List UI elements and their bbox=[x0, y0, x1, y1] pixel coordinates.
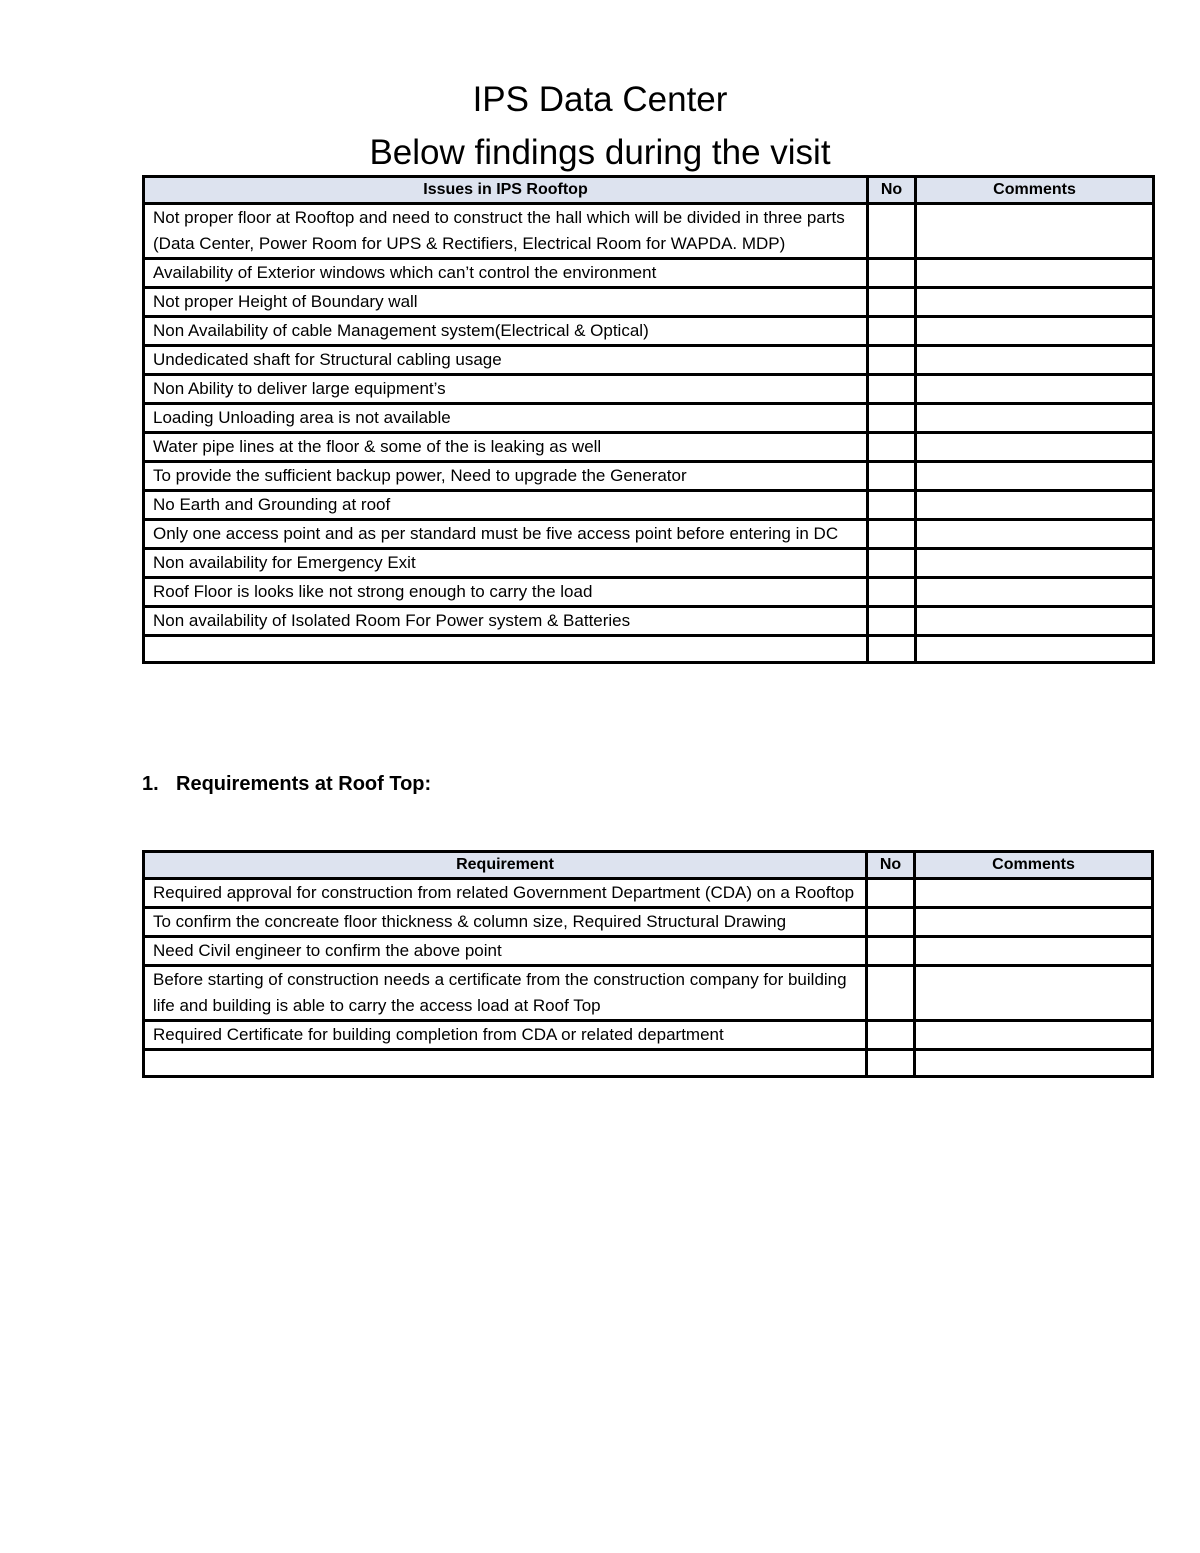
requirement-row-no bbox=[867, 879, 915, 908]
issue-row bbox=[144, 520, 1154, 549]
section-number: 1. bbox=[142, 773, 159, 795]
issue-row-no bbox=[868, 578, 916, 607]
issue-row-text: Undedicated shaft for Structural cabling usage bbox=[144, 346, 868, 375]
issue-row bbox=[144, 462, 1154, 491]
issues-header-comments: Comments bbox=[916, 177, 1154, 204]
issue-row-text: Availability of Exterior windows which can’t control the environment bbox=[144, 259, 868, 288]
issues-table-body bbox=[144, 204, 1154, 663]
section-title: Requirements at Roof Top: bbox=[176, 773, 432, 795]
issue-row-text: Roof Floor is looks like not strong enough to carry the load bbox=[144, 578, 868, 607]
requirements-table-body bbox=[144, 879, 1153, 1077]
issue-row bbox=[144, 375, 1154, 404]
issue-row bbox=[144, 491, 1154, 520]
issue-row-comments bbox=[916, 433, 1154, 462]
issue-row-comments bbox=[916, 578, 1154, 607]
issue-row-comments bbox=[916, 491, 1154, 520]
issue-row-comments bbox=[916, 520, 1154, 549]
issue-row bbox=[144, 433, 1154, 462]
issue-row-text: To provide the sufficient backup power, Need to upgrade the Generator bbox=[144, 462, 868, 491]
requirement-row-text: Before starting of construction needs a certificate from the construction company for building life and building is able to carry the access load at Roof Top bbox=[144, 966, 867, 1021]
issue-row-comments bbox=[916, 259, 1154, 288]
issue-row-text: Only one access point and as per standard must be five access point before entering in DC bbox=[144, 520, 868, 549]
empty-cell bbox=[868, 636, 916, 663]
issue-row bbox=[144, 288, 1154, 317]
issue-row-text: Non Ability to deliver large equipment’s bbox=[144, 375, 868, 404]
requirement-row-blank bbox=[144, 1050, 1153, 1077]
requirement-row-comments bbox=[915, 966, 1153, 1021]
requirement-row-text: Need Civil engineer to confirm the above point bbox=[144, 937, 867, 966]
page-subtitle: Below findings during the visit bbox=[369, 133, 831, 172]
issue-row bbox=[144, 259, 1154, 288]
empty-cell bbox=[144, 1050, 867, 1077]
issue-row-text: Non availability for Emergency Exit bbox=[144, 549, 868, 578]
issue-row-comments bbox=[916, 404, 1154, 433]
issue-row-text: Not proper Height of Boundary wall bbox=[144, 288, 868, 317]
issue-row bbox=[144, 578, 1154, 607]
issue-row-comments bbox=[916, 204, 1154, 259]
issue-row-text: Non Availability of cable Management system(Electrical & Optical) bbox=[144, 317, 868, 346]
issue-row-no bbox=[868, 520, 916, 549]
requirement-row bbox=[144, 879, 1153, 908]
issue-row-no bbox=[868, 375, 916, 404]
issue-row-blank bbox=[144, 636, 1154, 663]
requirements-header-row bbox=[144, 852, 1153, 879]
issue-row bbox=[144, 607, 1154, 636]
empty-cell bbox=[867, 1050, 915, 1077]
issue-row-no bbox=[868, 346, 916, 375]
issue-row-text: Not proper floor at Rooftop and need to construct the hall which will be divided in three parts (Data Center, Power Room for UPS & Rectifiers, Electrical Room for WAPDA. MDP) bbox=[144, 204, 868, 259]
requirement-row-no bbox=[867, 937, 915, 966]
issue-row-no bbox=[868, 259, 916, 288]
empty-cell bbox=[916, 636, 1154, 663]
issue-row-no bbox=[868, 549, 916, 578]
requirement-row-text: Required Certificate for building completion from CDA or related department bbox=[144, 1021, 867, 1050]
requirement-row bbox=[144, 908, 1153, 937]
requirements-header-comments: Comments bbox=[915, 852, 1153, 879]
requirement-row bbox=[144, 937, 1153, 966]
issue-row-text: Water pipe lines at the floor & some of the is leaking as well bbox=[144, 433, 868, 462]
issue-row-no bbox=[868, 433, 916, 462]
issues-table bbox=[142, 175, 1155, 664]
issue-row-no bbox=[868, 404, 916, 433]
issue-row-comments bbox=[916, 549, 1154, 578]
requirement-row bbox=[144, 966, 1153, 1021]
issues-header-no: No bbox=[868, 177, 916, 204]
requirement-row-text: To confirm the concreate floor thickness & column size, Required Structural Drawing bbox=[144, 908, 867, 937]
issue-row bbox=[144, 549, 1154, 578]
issues-header-row bbox=[144, 177, 1154, 204]
requirements-header-requirement: Requirement bbox=[144, 852, 867, 879]
requirement-row-comments bbox=[915, 879, 1153, 908]
issues-header-issue: Issues in IPS Rooftop bbox=[144, 177, 868, 204]
requirement-row-no bbox=[867, 966, 915, 1021]
issue-row-text: Non availability of Isolated Room For Power system & Batteries bbox=[144, 607, 868, 636]
issue-row bbox=[144, 204, 1154, 259]
issue-row-no bbox=[868, 204, 916, 259]
requirement-row-comments bbox=[915, 1021, 1153, 1050]
issue-row-comments bbox=[916, 317, 1154, 346]
requirements-header-no: No bbox=[867, 852, 915, 879]
requirements-table bbox=[142, 850, 1154, 1078]
requirement-row-comments bbox=[915, 908, 1153, 937]
issue-row-no bbox=[868, 317, 916, 346]
issue-row-no bbox=[868, 607, 916, 636]
issue-row-comments bbox=[916, 375, 1154, 404]
issue-row-no bbox=[868, 288, 916, 317]
issue-row-comments bbox=[916, 288, 1154, 317]
empty-cell bbox=[915, 1050, 1153, 1077]
issue-row-text: Loading Unloading area is not available bbox=[144, 404, 868, 433]
empty-cell bbox=[144, 636, 868, 663]
issue-row-comments bbox=[916, 346, 1154, 375]
requirement-row-no bbox=[867, 908, 915, 937]
issue-row-comments bbox=[916, 607, 1154, 636]
requirement-row-text: Required approval for construction from related Government Department (CDA) on a Rooftop bbox=[144, 879, 867, 908]
issue-row bbox=[144, 317, 1154, 346]
section-heading bbox=[142, 770, 431, 798]
issue-row bbox=[144, 404, 1154, 433]
issue-row-no bbox=[868, 491, 916, 520]
requirement-row-comments bbox=[915, 937, 1153, 966]
requirement-row-no bbox=[867, 1021, 915, 1050]
page-title: IPS Data Center bbox=[472, 80, 728, 119]
issue-row-no bbox=[868, 462, 916, 491]
issue-row-comments bbox=[916, 462, 1154, 491]
issue-row-text: No Earth and Grounding at roof bbox=[144, 491, 868, 520]
issue-row bbox=[144, 346, 1154, 375]
requirement-row bbox=[144, 1021, 1153, 1050]
